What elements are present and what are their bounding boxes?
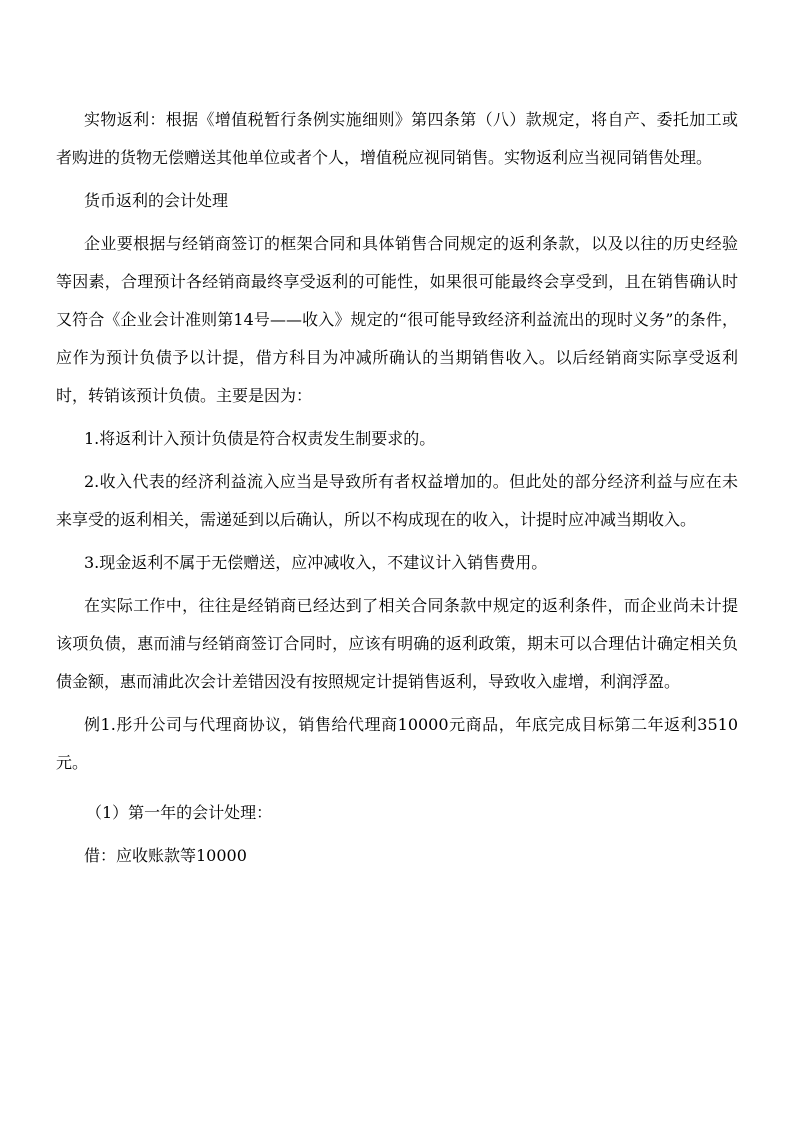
journal-entry-debit: 借：应收账款等10000 xyxy=(84,846,247,865)
list-item-1: 1.将返利计入预计负债是符合权责发生制要求的。 xyxy=(84,429,436,448)
paragraph-example-1: 例1.彤升公司与代理商协议，销售给代理商10000元商品，年底完成目标第二年返利3510元。 xyxy=(56,715,738,772)
list-item-3: 3.现金返利不属于无偿赠送，应冲减收入，不建议计入销售费用。 xyxy=(84,553,548,572)
paragraph-practice: 在实际工作中，往往是经销商已经达到了相关合同条款中规定的返利条件，而企业尚未计提该项负债，惠而浦与经销商签订合同时，应该有明确的返利政策，期末可以合理估计确定相关负债金额，惠而浦此次会计差错因没有按照规定计提销售返利，导致收入虚增，利润浮盈。 xyxy=(56,596,738,691)
document-body xyxy=(56,101,738,875)
subheading-first-year: （1）第一年的会计处理： xyxy=(86,803,273,822)
paragraph-in-kind-rebate: 实物返利：根据《增值税暂行条例实施细则》第四条第（八）款规定，将自产、委托加工或者购进的货物无偿赠送其他单位或者个人，增值税应视同销售。实物返利应当视同销售处理。 xyxy=(56,110,738,167)
section-heading-cash-rebate: 货币返利的会计处理 xyxy=(84,191,229,210)
list-item-2: 2.收入代表的经济利益流入应当是导致所有者权益增加的。但此处的部分经济利益与应在未来享受的返利相关，需递延到以后确认，所以不构成现在的收入，计提时应冲减当期收入。 xyxy=(56,472,738,529)
paragraph-provision: 企业要根据与经销商签订的框架合同和具体销售合同规定的返利条款，以及以往的历史经验等因素，合理预计各经销商最终享受返利的可能性，如果很可能最终会享受到，且在销售确认时又符合《企业会计准则第14号——收入》规定的“很可能导致经济利益流出的现时义务”的条件，应作为预计负债予以计提，借方科目为冲减所确认的当期销售收入。以后经销商实际享受返利时，转销该预计负债。主要是因为： xyxy=(56,234,738,405)
